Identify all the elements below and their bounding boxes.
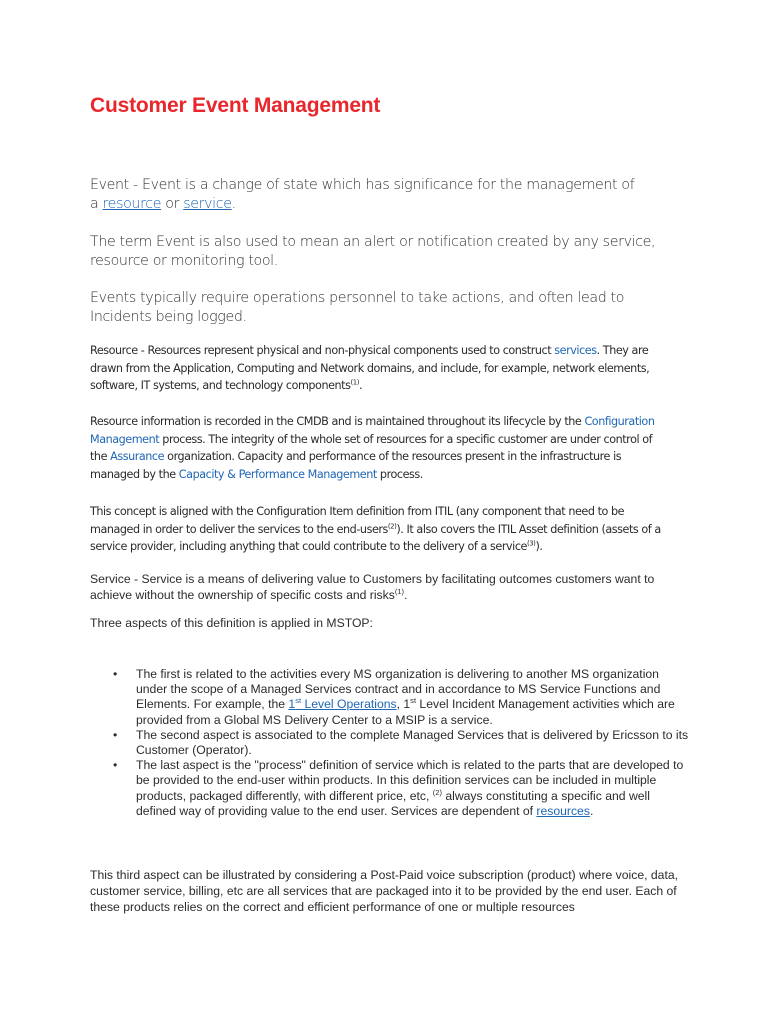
assurance-link[interactable]: Assurance — [110, 450, 165, 463]
aspects-list — [90, 667, 690, 819]
resource-definition: Resource - Resources represent physical and non-physical components used to construct services. They are drawn from the Application, Computing and Network domains, and include, for example, network elements, software, IT systems, and technology components$^{(1)}$. — [90, 344, 650, 392]
reference-mark: (1) — [350, 378, 359, 387]
level-operations-link[interactable]: 1st Level Operations — [288, 696, 397, 712]
event-operations-paragraph: Events typically require operations personnel to take actions, and often lead to Incidents being logged. — [90, 290, 625, 325]
bullet-icon: • — [113, 727, 118, 742]
resource-link[interactable]: resource — [102, 195, 162, 212]
reference-mark: (3) — [526, 539, 536, 548]
third-aspect-paragraph: This third aspect can be illustrated by considering a Post-Paid voice subscription (product) where voice, data, customer service, billing, etc are all services that are packaged into it to be provided by the end user. Each of these products relies on the correct and efficient performance of one or multiple resources — [90, 868, 679, 915]
event-alert-paragraph: The term Event is also used to mean an alert or notification created by any service, resource or monitoring tool. — [90, 234, 656, 269]
concept-paragraph: This concept is aligned with the Configuration Item definition from ITIL (any component that need to be managed in order to deliver the services to the end-users$^{(2)}$). It also covers the ITIL Asset definition (assets of a service provider, including anything that could contribute to the delivery of a service$^{(3)}$). — [90, 505, 661, 553]
three-aspects-intro: Three aspects of this definition is applied in MSTOP: — [90, 616, 373, 630]
event-definition: Event - Event is a change of state which has significance for the management of a resource or service. — [90, 177, 635, 212]
resources-link[interactable]: resources — [536, 803, 590, 818]
reference-mark: (1) — [394, 586, 405, 596]
resource-information: Resource information is recorded in the CMDB and is maintained throughout its lifecycle by the Configuration Management process. The integrity of the whole set of resources for a specific customer are under control of the Assurance organization. Capacity and performance of the resources present in the infrastructure is managed by the Capacity & Performance Management process. — [90, 415, 655, 481]
service-definition: Service - Service is a means of delivering value to Customers by facilitating outcomes customers want to achieve without the ownership of specific costs and risks$^{(1)}$. — [90, 572, 655, 602]
capacity-performance-link[interactable]: Capacity & Performance Management — [178, 467, 377, 481]
list-item: • The second aspect is associated to the complete Managed Services that is delivered by Ericsson to its Customer (Operator). — [113, 727, 689, 758]
services-link[interactable]: services — [554, 344, 597, 357]
list-item: • The last aspect is the "process" definition of service which is related to the parts that are developed to be provided to the end-user within products. In this definition services can be included in multiple products, packaged differently, with different price, etc, $^{(2)}$ always constituting a specific and well defined way of providing value to the end user. Services are dependent of resources. — [113, 758, 684, 818]
page-title: Customer Event Management — [90, 94, 381, 117]
list-item: • The first is related to the activities every MS organization is delivering to another MS organization under the scope of a Managed Services contract and in accordance to MS Service Functions and Elements. For example, the 1st Level Operations, 1st Level Incident Management activities which are provided from a Global MS Delivery Center to a MSIP is a service. — [113, 667, 675, 727]
reference-mark: (2) — [432, 787, 442, 797]
reference-mark: (2) — [387, 521, 397, 530]
configuration-management-link[interactable]: Configuration Management — [90, 415, 655, 446]
service-link[interactable]: service — [183, 195, 232, 212]
bullet-icon: • — [113, 667, 118, 681]
bullet-icon: • — [113, 758, 118, 773]
